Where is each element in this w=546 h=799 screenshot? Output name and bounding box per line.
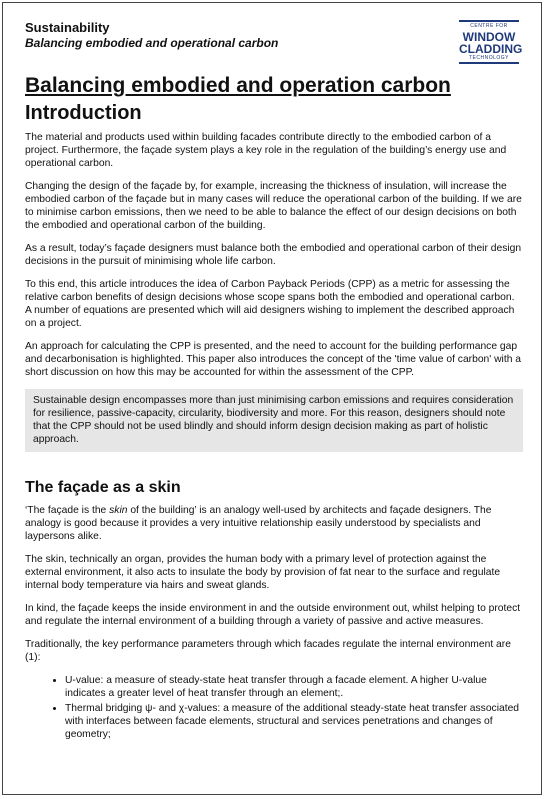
logo-line-2: CLADDING [459, 42, 523, 56]
intro-paragraph: As a result, today’s façade designers must balance both the embodied and operational carbon of their design decisions in the pursuit of minimising whole life carbon. [25, 243, 522, 267]
callout-box: Sustainable design encompasses more than just minimising carbon emissions and requires consideration for resilience, passive-capacity, circularity, biodiversity and more. For this reason, designers should note that the CPP should not be used blindly and should inform design decision making as part of holistic approach. [25, 389, 523, 452]
list-item: • Thermal bridging ψ- and χ-values: a measure of the additional steady-state heat transfer associated with interfaces between facade elements, structural and services penetrations and changes of geometry; [65, 702, 523, 741]
logo-line-1: WINDOW [462, 30, 516, 44]
skin-paragraph: In kind, the façade keeps the inside environment in and the outside environment out, whilst helping to protect and regulate the internal environment of a building through a variety of passive and active measures. [25, 603, 521, 627]
performance-list [25, 674, 523, 741]
logo-top-text: CENTRE FOR [459, 20, 519, 29]
intro-paragraph: Changing the design of the façade by, for example, increasing the thickness of insulation, will increase the embodied carbon of the façade but in many cases will reduce the operational carbon of the building. If we are to minimise carbon emissions, then we need to be able to balance the effect of our design decisions on both the embodied and operational carbon of the building. [25, 181, 522, 231]
intro-paragraph: The material and products used within building facades contribute directly to the embodied carbon of a project. Furthermore, the façade system plays a key role in the regulation of the building’s energy use and operational carbon. [25, 132, 507, 169]
skin-p1-end: of the building’ is an analogy well-used by architects and façade designers. The analogy is good because it provides a very intuitive relationship easily understood by specialists and laypersons alike. [25, 505, 492, 542]
skin-paragraph: The skin, technically an organ, provides the human body with a primary level of protection against the external environment, it also acts to insulate the body by provision of fat near to the surface and regulate internal body temperature via hairs and sweat glands. [25, 554, 501, 591]
intro-paragraph: To this end, this article introduces the idea of Carbon Payback Periods (CPP) as a metric for assessing the relative carbon benefits of design decisions whose scope spans both the embodied and operational carbon. A number of equations are presented which will aid designers wishing to implement the described approach on a project. [25, 279, 515, 329]
skin-p1-emphasis: skin [109, 505, 128, 516]
article-body [25, 73, 523, 743]
page-header [25, 20, 523, 76]
skin-paragraph: Traditionally, the key performance parameters through which facades regulate the internal environment are (1): [25, 639, 511, 663]
header-section-title: Sustainability [25, 20, 110, 35]
logo-bottom-text: TECHNOLOGY [459, 55, 519, 64]
list-item: • U-value: a measure of steady-state heat transfer through a facade element. A higher U-value indicates a greater level of heat transfer through an element;. [65, 674, 523, 700]
article-title: Balancing embodied and operation carbon [25, 74, 451, 97]
document-page [2, 2, 542, 795]
skin-p1-start: ‘The façade is the [25, 505, 110, 516]
intro-paragraph: An approach for calculating the CPP is presented, and the need to account for the building performance gap and decarbonisation is highlighted. This paper also introduces the concept of the 'time value of carbon' with a short discussion on how this may be accounted for within the assessment of the CPP. [25, 341, 522, 378]
intro-heading: Introduction [25, 102, 142, 124]
header-subtitle: Balancing embodied and operational carbon [25, 36, 279, 50]
cwct-logo [459, 20, 523, 70]
skin-paragraph [25, 504, 523, 543]
skin-heading: The façade as a skin [25, 479, 181, 496]
